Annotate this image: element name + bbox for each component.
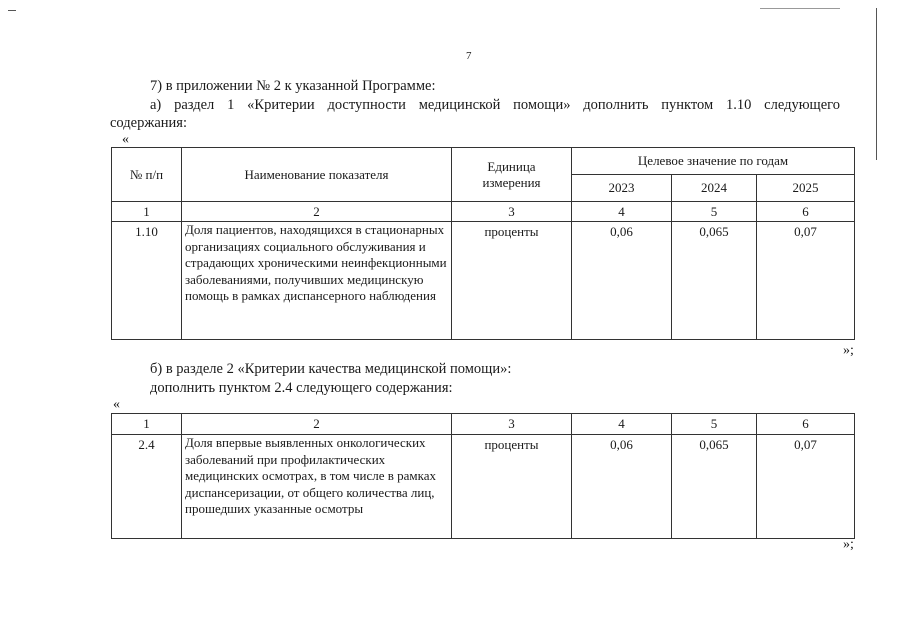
paragraph-section2: б) в разделе 2 «Критерии качества медицинской помощи»: bbox=[150, 361, 512, 377]
scan-edge-line bbox=[876, 8, 877, 160]
indicator-name: Доля впервые выявленных онкологических заболеваний при профилактических медицинских осмотрах, в том числе в рамках диспансеризации, от общего количества лиц, прошедших указанные осмотры bbox=[182, 435, 452, 539]
header-year: 2023 bbox=[572, 175, 672, 202]
header-unit: Единица измерения bbox=[452, 148, 572, 202]
column-number: 2 bbox=[182, 202, 452, 222]
table-row bbox=[112, 222, 855, 340]
paragraph-section1-cont: содержания: bbox=[110, 115, 188, 131]
opening-quote-1: « bbox=[122, 132, 129, 147]
value-2025: 0,07 bbox=[757, 222, 855, 340]
value-2025: 0,07 bbox=[757, 435, 855, 539]
value-2024: 0,065 bbox=[672, 435, 757, 539]
closing-quote-1: »; bbox=[843, 343, 854, 358]
row-number: 2.4 bbox=[112, 435, 182, 539]
header-num: № п/п bbox=[112, 148, 182, 202]
unit-value: проценты bbox=[452, 222, 572, 340]
header-year: 2025 bbox=[757, 175, 855, 202]
criteria-table-2 bbox=[111, 413, 855, 539]
column-number: 4 bbox=[572, 202, 672, 222]
value-2023: 0,06 bbox=[572, 222, 672, 340]
column-number: 2 bbox=[182, 414, 452, 435]
column-number: 6 bbox=[757, 414, 855, 435]
criteria-table-1 bbox=[111, 147, 855, 340]
column-number: 3 bbox=[452, 414, 572, 435]
column-number: 4 bbox=[572, 414, 672, 435]
value-2023: 0,06 bbox=[572, 435, 672, 539]
table-row bbox=[112, 435, 855, 539]
unit-value: проценты bbox=[452, 435, 572, 539]
paragraph-section2-cont: дополнить пунктом 2.4 следующего содержания: bbox=[150, 380, 453, 396]
column-number: 5 bbox=[672, 202, 757, 222]
header-year: 2024 bbox=[672, 175, 757, 202]
scan-top-line-right bbox=[760, 8, 840, 9]
header-target: Целевое значение по годам bbox=[572, 148, 855, 175]
opening-quote-2: « bbox=[113, 397, 120, 412]
column-number: 5 bbox=[672, 414, 757, 435]
column-number: 3 bbox=[452, 202, 572, 222]
row-number: 1.10 bbox=[112, 222, 182, 340]
column-number: 1 bbox=[112, 414, 182, 435]
column-number: 1 bbox=[112, 202, 182, 222]
indicator-name: Доля пациентов, находящихся в стационарных организациях социального обслуживания и страдающих хроническими неинфекционными заболеваниями, получивших медицинскую помощь в рамках диспансерного наблюдения bbox=[182, 222, 452, 340]
value-2024: 0,065 bbox=[672, 222, 757, 340]
paragraph-appendix: 7) в приложении № 2 к указанной Программе: bbox=[150, 78, 436, 94]
column-number: 6 bbox=[757, 202, 855, 222]
paragraph-section1: а) раздел 1 «Критерии доступности медицинской помощи» дополнить пунктом 1.10 следующего bbox=[150, 97, 840, 113]
closing-quote-2: »; bbox=[843, 537, 854, 552]
header-name: Наименование показателя bbox=[182, 148, 452, 202]
scan-top-line-left bbox=[8, 10, 16, 11]
page-number: 7 bbox=[466, 50, 472, 62]
